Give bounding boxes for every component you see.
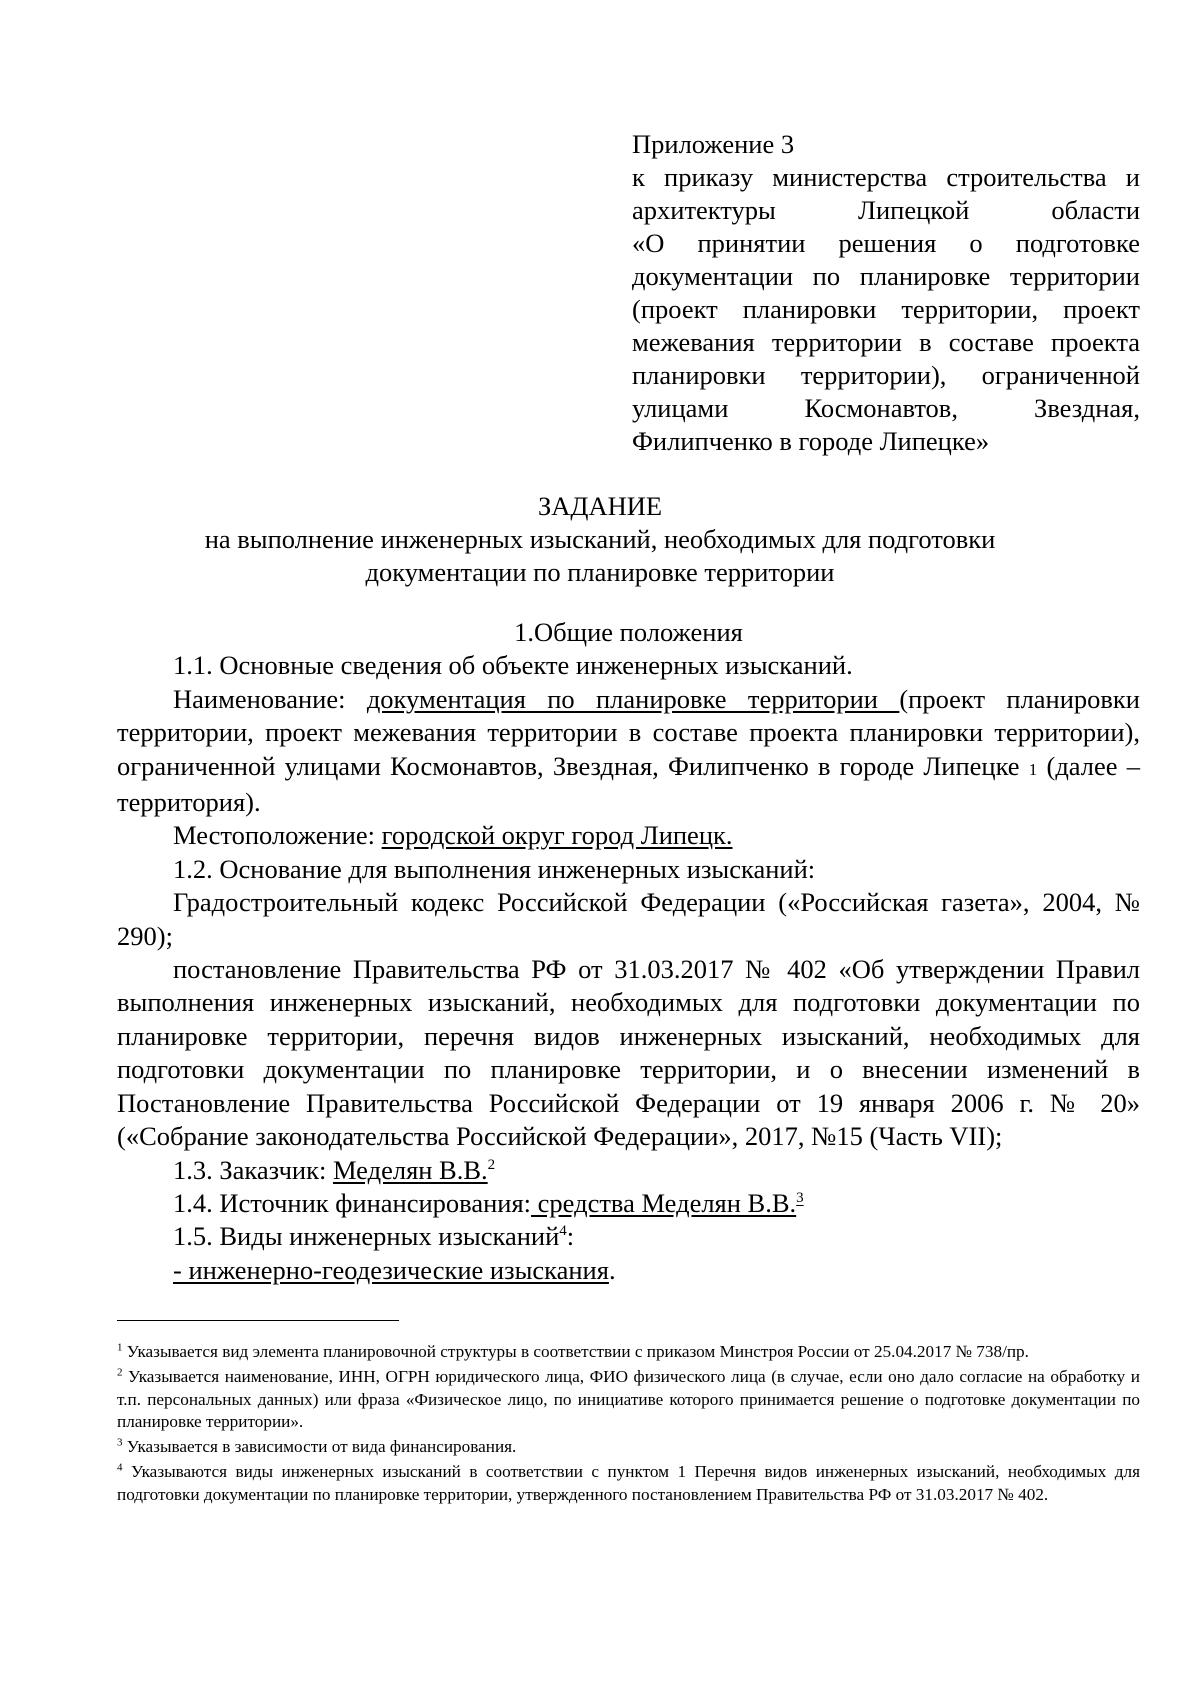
customer-label: 1.3. Заказчик: xyxy=(173,1154,333,1185)
paragraph-basis: постановление Правительства РФ от 31.03.2017 № 402 «Об утверждении Правил выполнения инженерных изысканий, необходимых для подготовки документации по планировке территории, перечня видов инженерных изысканий, необходимых для подготовки документации по планировке территории, и о внесении изменений в Постановление Правительства Российской Федерации от 19 января 2006 г. № 20» («Собрание законодательства Российской Федерации», 2017, №15 (Часть VII); xyxy=(117,954,1140,1152)
appendix-line: документации по планировке территории xyxy=(632,261,1140,291)
footnote xyxy=(117,1461,1140,1506)
title-subtitle: документации по планировке территории xyxy=(365,557,835,587)
appendix-line: Филипченко в городе Липецке» xyxy=(632,426,990,456)
footnote-text: Указывается в зависимости от вида финансирования. xyxy=(122,1437,517,1457)
paragraph-basis: Градостроительный кодекс Российской Федерации («Российская газета», 2004, № 290); xyxy=(117,887,1140,951)
footnote-marker: 3 xyxy=(796,1190,804,1207)
footnote-number: 4 xyxy=(117,1461,123,1474)
footnotes xyxy=(117,1341,1140,1509)
footnote-marker: 4 xyxy=(559,1223,567,1240)
appendix-line: «О принятии решения о подготовке xyxy=(632,228,1140,258)
footnote xyxy=(117,1436,1140,1458)
appendix-line: (проект планировки территории, проект xyxy=(632,294,1140,324)
footnote-separator xyxy=(117,1320,399,1321)
location-label: Местоположение: xyxy=(173,820,382,851)
paragraph: 1.2. Основание для выполнения инженерных изысканий: xyxy=(173,853,816,884)
paragraph-customer xyxy=(117,1154,1140,1187)
footnote-text: Указываются виды инженерных изысканий в соответствии с пунктом 1 Перечня видов инженерных изысканий, необходимых для подготовки документации по планировке территории, утвержденного постановлением Правительства РФ от 31.03.2017 № 402. xyxy=(117,1462,1140,1504)
types-label: 1.5. Виды инженерных изысканий xyxy=(173,1221,560,1252)
paragraph-location xyxy=(117,819,1140,852)
appendix-line: архитектуры Липецкой области xyxy=(632,195,1140,225)
section-heading: 1.Общие положения xyxy=(514,617,743,647)
appendix-line: Приложение 3 xyxy=(632,129,795,159)
appendix-line: к приказу министерства строительства и xyxy=(632,162,1140,192)
name-value-underlined: документация по планировке территории xyxy=(366,683,900,714)
document-body xyxy=(117,616,1140,1287)
appendix-header xyxy=(632,128,1140,458)
footnote-text: Указывается вид элемента планировочной структуры в соответствии с приказом Минстроя России от 25.04.2017 № 738/пр. xyxy=(122,1342,1029,1361)
name-tail: (далее – территория). xyxy=(117,750,1141,818)
footnote-number: 3 xyxy=(117,1436,123,1449)
customer-value: Меделян В.В. xyxy=(332,1154,488,1185)
paragraph-funding xyxy=(117,1187,1140,1220)
footnote xyxy=(117,1341,1140,1363)
paragraph-name xyxy=(117,683,1140,820)
types-period: . xyxy=(608,1254,616,1285)
paragraph-types xyxy=(117,1220,1140,1253)
name-label: Наименование: xyxy=(173,683,367,714)
appendix-line: улицами Космонавтов, Звездная, xyxy=(632,393,1140,423)
footnote-number: 1 xyxy=(117,1341,123,1354)
title-heading: ЗАДАНИЕ xyxy=(537,491,663,521)
footnote-marker: 1 xyxy=(1028,759,1038,779)
appendix-line: планировки территории), ограниченной xyxy=(632,360,1140,390)
footnote-text: Указывается наименование, ИНН, ОГРН юридического лица, ФИО физического лица (в случае, если оно дало согласие на обработку и т.п. персональных данных) или фраза «Физическое лицо, по инициативе которого принимается решение о подготовке документации по планировке территории». xyxy=(117,1367,1140,1431)
title-subtitle: на выполнение инженерных изысканий, необходимых для подготовки xyxy=(204,524,996,554)
paragraph: 1.1. Основные сведения об объекте инженерных изысканий. xyxy=(173,650,853,681)
appendix-line: межевания территории в составе проекта xyxy=(632,327,1140,357)
footnote xyxy=(117,1366,1140,1433)
types-value: - инженерно-геодезические изыскания xyxy=(173,1254,609,1285)
location-value: городской округ город Липецк. xyxy=(381,820,733,851)
document-title xyxy=(100,490,1100,589)
name-rest: (проект планировки территории, проект межевания территории в составе проекта планировки территории), ограниченной улицами Космонавтов, Звездная, Филипченко в городе Липецке xyxy=(117,683,1140,781)
paragraph-types-value xyxy=(117,1254,1140,1287)
footnote-number: 2 xyxy=(117,1366,123,1379)
funding-value: средства Меделян В.В. xyxy=(531,1187,797,1218)
footnote-marker: 2 xyxy=(487,1156,496,1173)
types-colon: : xyxy=(566,1221,575,1252)
funding-label: 1.4. Источник финансирования: xyxy=(173,1187,532,1218)
